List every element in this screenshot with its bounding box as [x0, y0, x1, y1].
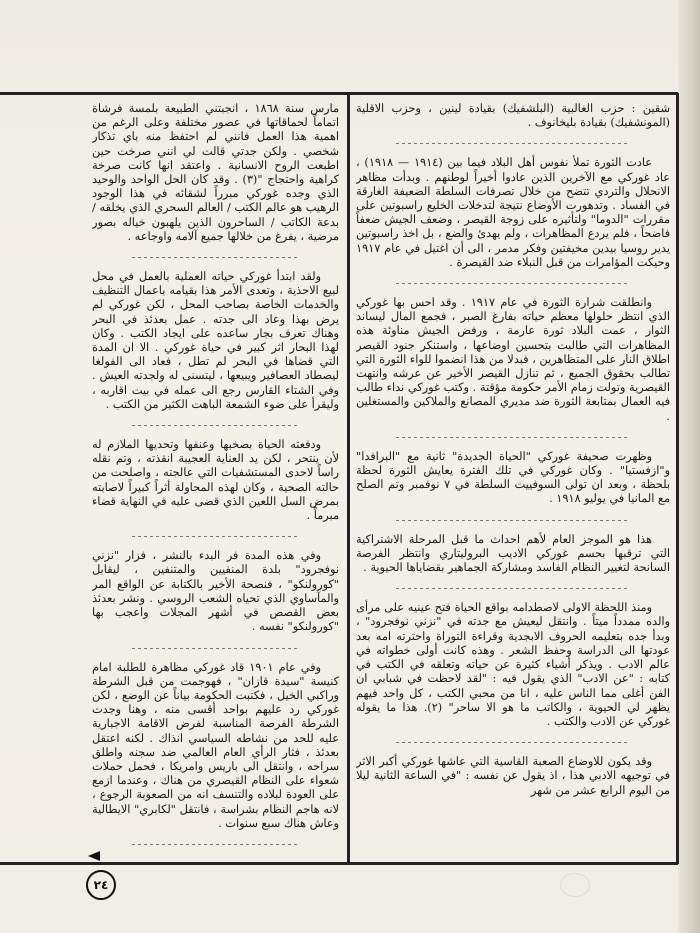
paragraph: وانطلقت شرارة الثورة في عام ١٩١٧ . وقد احس بها غوركي الذي انتظر حلولها معظم حياته بفارغ الصبر ، فجمع المال ليساند الثوار ، عمت البلاد ثورة عارمة ، ورفض الجيش مناوئة هذه المظاهرات التي طالبت بتحسين اوضاعها ، واستنكر جنود القيصر اطلاق النار على المتظاهرين ، فبدلا من هذا انضموا للواء الثورة التي تطالب بحقوق الجميع ، ثم تنازل القيصر الأخير عن عرشه وانتهت القيصرية وتولت زمام الأمر حكومة مؤقتة . وكتب غوركي نداء طالب فيه العمال بمتابعة الثورة ضد مديري المصانع والملاكين والمستغلين . [356, 296, 670, 423]
paragraph: هذا هو الموجز العام لأهم احداث ما قبل المرحلة الاشتراكية التي ترقبها بحسم غوركي الاديب البروليتاري وانتظر الفرصة السانحة لتغيير النظام الفاسد ومشاركة الجماهير بقضاياها الحيوية . [356, 532, 670, 575]
paragraph-separator [132, 257, 299, 258]
right-border [676, 93, 679, 864]
paragraph: وفي هذه المدة فر البدء بالنشر ، فزار "نزني نوفجرود" بلدة المنفيين والمتنفين ، ليقابل "كورولنكو" ، فنصحة الأخير بالكتابة عن الواقع المر والمآساوي الذي تحياه الشعب الروسي . ونشر بعدئذ بعض القصص في أشهر المجلات واعجب بها "كورولنكو" نفسه . [92, 549, 339, 634]
paragraph: وقد يكون للاوضاع الصعبة القاسية التي عاشها غوركي أكبر الاثر في توجيهه الادبي هذا ، اذ يقول عن نفسه : "في الساعة الثانية ليلا من اليوم الرابع عشر من شهر [356, 755, 670, 797]
bottom-rule [0, 862, 678, 865]
paragraph-separator [132, 844, 299, 845]
paragraph: وظهرت صحيفة غوركي "الحياة الجديدة" ثانية مع "البرافدا" و"ازفستيا" . وكان غوركي في تلك الفترة يعايش الثورة لحظة بلحظة ، وبعد ان تولى السوفييت السلطة في ٧ نوفمبر وتم الصلح مع المانيا في يوليو ١٩١٨ . [356, 449, 670, 506]
faded-page-mark [560, 873, 590, 897]
paragraph: شقين : حزب الغالبية (البلشفيك) بقيادة لينين ، وحزب الاقلية (المونشفيك) بقيادة بليخانوف . [356, 102, 670, 130]
paragraph-separator [396, 143, 630, 144]
page-number: ٢٤ [86, 870, 116, 900]
right-text-column [356, 102, 670, 854]
paragraph: ومنذ اللحظة الاولى لاصطدامه بواقع الحياة فتح عينيه على مرأى والده ممدداً ميتاً . وانتقل ليعيش مع جدته في "نزني نوفجرود" ، وبدأ جده بتعليمه الحروف الابجدية وقراءة التوراة واحترته امه بعد عودتها الى الدراسة وحفظ الشعر . وهذه كانت أولى خطواته في عالم الادب . ويذكر أشياء كثيرة عن حياته وتعلقه في الكتب في كتابه : "عن الادب" الذي يقول فيه : "لقد لاحظت في شبابي ان الفن أغلى مما الناس عليه ، انا من محبي الكتب ، كل واحد فيهم يظهر لي الحيوية ، والكاتب ما هو الا ساحر" (٢). هذا ما يقوله غوركي عن الادب والكتب . [356, 601, 670, 728]
top-rule [0, 92, 678, 95]
paragraph: ودفعته الحياة بصخبها وعنفها وتحديها الملازم له لأن ينتحر ، لكن يد العناية العجيبة انقذته ، وتم نقله راساً لاحدى المستشفيات التي عالجته ، واصلحت من حالته الصحية ، وكان لهذه المحاولة أثراً كبيراً لاصابته بمرض السل اللعين الذي قضى عليه في النهاية قضاء مبرماً . [92, 438, 339, 523]
paragraph-separator [132, 425, 299, 426]
paragraph-separator [396, 588, 630, 589]
paragraph-separator [132, 536, 299, 537]
paragraph: وفي عام ١٩٠١ قاد غوركي مظاهرة للطلبة امام كنيسة "سيدة قازان" ، فهوجمت من قبل الشرطة وراكبي الخيل ، فكتبت الحكومة بياناً عن الوضع ، لكن غوركي رد عليهم بواحد أقسى منه ، وهنا وجدت الشرطة الفرصة المناسبة لفرض الاقامة الاجبارية عليه للحد من نشاطه السياسي انذاك . لكنه اعتقل بعدئذ ، فثار الرأي العام العالمي ضد سجنه واطلق سراحه ، وانتقل الى باريس وامريكا ، فحمل حملات شعواء على النظام القيصري من هناك ، وعندما ازمع على العودة لبلاده والتنسف انه من الصعوبة الرجوع ، لانه هاجم النظام بشراسة ، فانتقل "لكابري" الايطالية وعاش هناك سبع سنوات . [92, 660, 339, 830]
paragraph-separator [396, 742, 630, 743]
paragraph: ولقد ابتدأ غوركي حياته العملية بالعمل في محل لبيع الاحذية ، وتعدى الأمر هذا بقيامه باعمال التنظيف والخدمات الخاصة بصاحب المحل ، لكن غوركي لم يرض بهذا وعاد الى جدته . عمل بعدئذ في البحر وهناك تعرف بجار ساعده على ايجاد الكتب . وكان لهذا البحار اثر كبير في حياة غوركي . الا ان المدة التي قضاها في البحر لم تطل ، فعاد الى الفولغا ليصطاد العصافير ويبيعها ، ليتسنى له ولجدته العيش . وفي الشتاء القارس رجع الى عمله في بيت اقاربه ، وليقرأ على ضوء الشمعة الباهت الكثير من الكتب . [92, 270, 339, 411]
left-text-column [92, 102, 339, 854]
paragraph-separator [396, 520, 630, 521]
paragraph: مارس سنة ١٨٦٨ ، انجبتني الطبيعة بلمسة فرشاة اتماماً لحماقاتها في عصور مختلفة وعلى الرغم من اهمية هذا العمل فانني لم احتفظ منه باي تذكار شخصي . ولكن جدتي قالت لي انني صرخت حين اطبعت الروح الانسانية . واعتقد انها كانت صرخة كراهية واحتجاج "(٣) . وقد كان الحل الواحد والوحيد الذي وجده غوركي مبرراً لشقائه في هذا الوجود الرهيب هو عالم الكتب / العالم السحري الذي يخلقه / بدعة الكاتب / الساحرون الذين يلهبون خياله بصور مرضية ، يفرغ من خلالها جميع آلامه واوجاعه . [92, 102, 339, 243]
continue-arrow-icon [88, 851, 100, 861]
paragraph-separator [132, 648, 299, 649]
paragraph: عادت الثورة تملأ نفوس أهل البلاد فيما بين (١٩١٤ — ١٩١٨) ، عاد غوركي مع الآخرين الذين عادوا أخيراً لوطنهم . وبدأت مظاهر الانحلال والتردي تتضح من خلال تصرفات السلطة الضعيفة الغارقة في الفساد . وتدهورت الأوضاع نتيجة لتدخلات الخليع راسبوتين على مقررات "الدوما" ولتأثيره على زوجة القيصر ، وضعف الجيش ضعفاً فاضحاً ، فلم يردع المظاهرات ، ولم يهدئ والضع ، بل اخذ راسبوتين يدير روسيا بيدين مخيفتين وفكر مدمر ، الى أن اغتيل في عام ١٩١٧ وحيكت المؤامرات من قبل النبلاء ضد القيصرة . [356, 156, 670, 269]
paragraph-separator [396, 283, 630, 284]
column-divider [347, 93, 350, 864]
paragraph-separator [396, 437, 630, 438]
page-spine [678, 0, 700, 933]
